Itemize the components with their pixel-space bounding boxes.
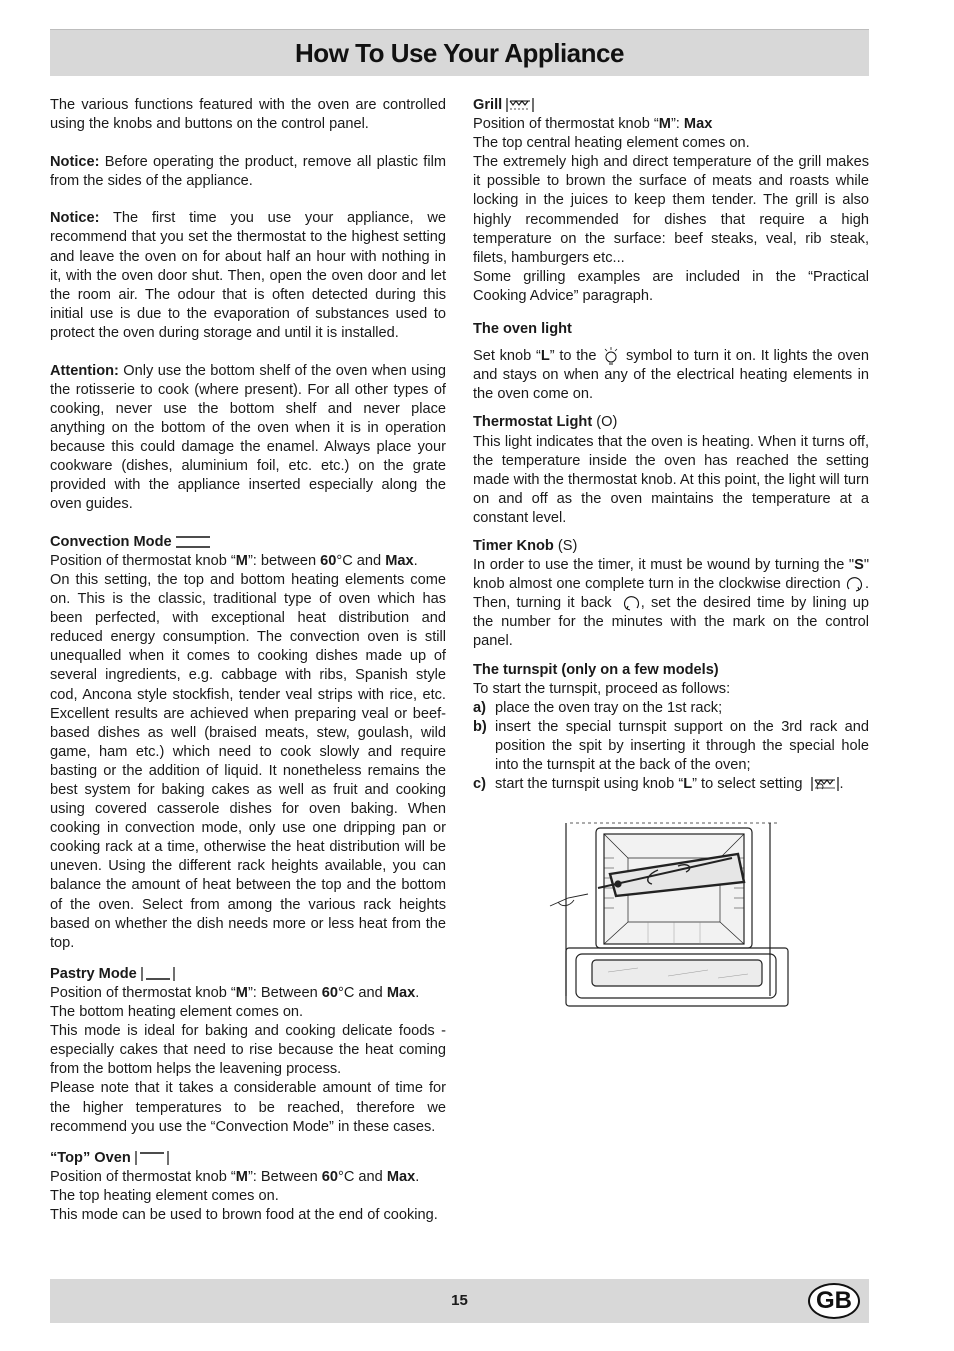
timer-knob-description: In order to use the timer, it must be wound by turning the "S" knob almost one complete turn in the clockwise direction . Then, turning it back , set the desired time by lining up the number for the minutes with the mark on the control panel. — [473, 557, 869, 650]
title-bar — [50, 29, 869, 76]
notice-label: Notice: — [50, 153, 100, 170]
convection-title: Convection Mode — [50, 533, 172, 550]
oven-light-description: Set knob “L” to the symbol to turn it on. It lights the oven and stays on when any of the electrical heating elements in the oven come on. — [473, 348, 869, 403]
convection-mode-icon — [175, 535, 211, 549]
notice-plastic-film — [50, 153, 446, 191]
grill-examples: Some grilling examples are included in the “Practical Cooking Advice” paragraph. — [473, 268, 869, 304]
country-badge: GB — [808, 1283, 860, 1319]
convection-description: On this setting, the top and bottom heating elements come on. This is the classic, traditional type of oven which has been perfected, with exceptional heat distribution and reduced energy consumption. The convection oven is still unequalled when it comes to cooking dishes made up of several ingredients, e.g. cabbage with ribs, Spanish style cod, Ancona style stockfish, tender veal strips with rice, etc. Excellent results are achieved when preparing veal or beef-based dishes as well (braised meats, stew, goulash, wild game, ham etc.) which need to cook slowly and require basting or the addition of liquid. It nonetheless remains the best system for baking cakes as well as fruit and cooking using covered casserole dishes for oven baking. When cooking in convection mode, only use one dripping pan or cooking rack at a time, otherwise the heat distribution will be uneven. Using the different rack heights available, you can balance the amount of heat between the top and the bottom of the oven. Select from among the various rack heights based on whether the dish needs more or less heat from the top. — [50, 571, 446, 951]
list-item: b) insert the special turnspit support on the 3rd rack and position the spit by inserting it through the special hole into the turnspit at the back of the oven; — [473, 718, 869, 773]
notice-first-use — [50, 209, 446, 343]
counterclockwise-arrow-icon — [621, 594, 641, 612]
thermostat-light-heading: Thermostat Light (O) — [473, 414, 618, 431]
convection-heading — [50, 533, 446, 552]
list-item: a) place the oven tray on the 1st rack; — [473, 699, 723, 716]
turnspit-grill-icon — [810, 776, 840, 792]
grill-icon — [505, 97, 535, 113]
thermostat-light-description: This light indicates that the oven is heating. When it turns off, the temperature inside the oven has reached the setting made with the thermostat knob. At this point, the light will turn on and off as the oven maintains the temperature at a constant level. — [473, 433, 869, 526]
top-oven-description: This mode can be used to brown food at the end of cooking. — [50, 1206, 438, 1223]
top-oven-position: Position of thermostat knob “M”: Between 60°C and Max. — [50, 1168, 420, 1185]
notice-text: The first time you use your appliance, we recommend that you set the thermostat to the highest setting and leave the oven on for about half an hour with nothing in it, with the oven door shut. Then, open the oven door and let the room air. The odour that is often detected during this initial use is due to the evaporation of substances used to protect the oven during storage and until it is installed. — [50, 210, 446, 341]
grill-title: Grill — [473, 97, 503, 113]
pastry-note: Please note that it takes a considerable amount of time for the higher temperatures to be reached, therefore we recommend you use the “Convection Mode” in these cases. — [50, 1080, 446, 1135]
oven-lamp-icon — [603, 347, 619, 365]
pastry-title: Pastry Mode — [50, 965, 137, 982]
pastry-position: Position of thermostat knob “M”: Between 60°C and Max. — [50, 984, 420, 1001]
clockwise-arrow-icon — [845, 575, 865, 593]
timer-knob-heading: Timer Knob (S) — [473, 537, 578, 554]
top-oven-icon — [134, 1150, 170, 1166]
pastry-line: The bottom heating element comes on. — [50, 1004, 304, 1021]
attention-paragraph — [50, 362, 446, 515]
notice-label: Notice: — [50, 210, 100, 227]
oven-light-heading: The oven light — [473, 321, 572, 338]
oven-turnspit-illustration — [548, 818, 792, 1013]
pastry-heading — [50, 965, 446, 984]
grill-description: The extremely high and direct temperature of the grill makes it possible to brown the surface of meats and roasts while locking in the juices to keep them tender. The grill is also highly recommended for dishes that require a high temperature on the surface: beef steaks, veal, rib steak, filets, hamburgers etc... — [473, 154, 869, 266]
footer-bar — [50, 1279, 869, 1323]
top-oven-line: The top heating element comes on. — [50, 1187, 279, 1204]
convection-position: Position of thermostat knob “M”: between 60°C and Max. — [50, 552, 418, 569]
attention-text: Only use the bottom shelf of the oven when using the rotisserie to cook (where present). For all other types of cooking, never use the bottom shelf and never place anything on the bottom of the oven when it is in operation because this could damage the enamel. Always place your cookware (dishes, aluminium foil, etc. etc.) on the grate provided with the appliance inserted especially along the oven guides. — [50, 362, 446, 513]
left-column — [50, 96, 446, 1225]
right-column — [473, 96, 869, 794]
intro-paragraph: The various functions featured with the oven are controlled using the knobs and buttons on the control panel. — [50, 97, 446, 133]
page-number: 15 — [451, 1292, 468, 1309]
pastry-mode-icon — [140, 966, 176, 982]
grill-heading — [473, 96, 869, 115]
turnspit-heading: The turnspit (only on a few models) — [473, 661, 719, 678]
grill-position: Position of thermostat knob “M”: Max — [473, 116, 713, 133]
turnspit-intro: To start the turnspit, proceed as follows: — [473, 680, 731, 697]
top-oven-heading — [50, 1149, 446, 1168]
notice-text: Before operating the product, remove all plastic film from the sides of the appliance. — [50, 153, 446, 189]
list-item: c) start the turnspit using knob “L” to select setting . — [473, 776, 844, 793]
pastry-description: This mode is ideal for baking and cooking delicate foods - especially cakes that need to rise because the heat coming from the bottom helps the leavening process. — [50, 1023, 446, 1078]
page-title: How To Use Your Appliance — [295, 37, 624, 68]
grill-line: The top central heating element comes on. — [473, 135, 750, 152]
top-oven-title: “Top” Oven — [50, 1149, 131, 1166]
attention-label: Attention: — [50, 362, 119, 379]
